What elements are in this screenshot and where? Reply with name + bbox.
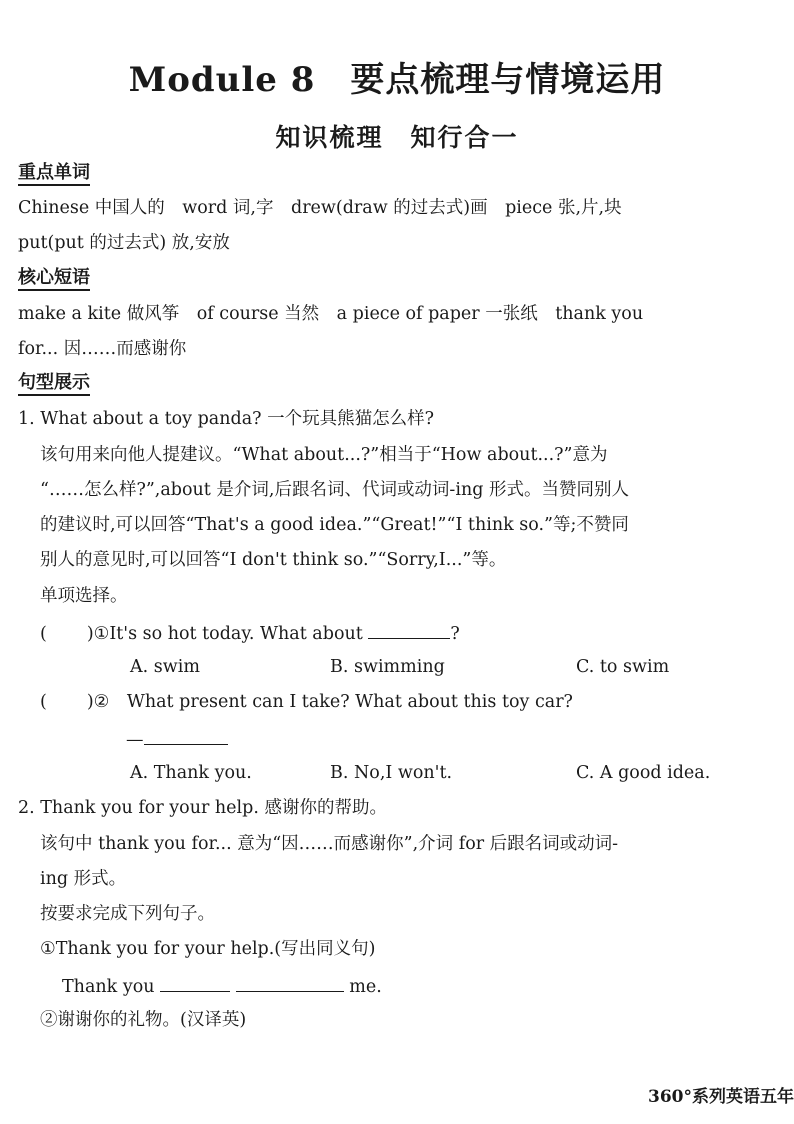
answer-start: Thank you bbox=[62, 977, 155, 997]
item-2-heading: 2. Thank you for your help. 感谢你的帮助。 bbox=[18, 798, 387, 818]
answer-blank-1[interactable] bbox=[160, 973, 230, 992]
question-1-text: ①It's so hot today. What about bbox=[93, 624, 363, 644]
key-words-line-2: put(put 的过去式) 放,安放 bbox=[18, 233, 230, 253]
item-1-explanation-2: “……怎么样?”,about 是介词,后跟名词、代词或动词-ing 形式。当赞同别人 bbox=[40, 480, 629, 500]
key-words-heading: 重点单词 bbox=[18, 162, 90, 186]
answer-paren-open: ( bbox=[40, 692, 47, 712]
question-2-option-c[interactable]: C. A good idea. bbox=[576, 763, 711, 783]
question-1-end: ? bbox=[450, 624, 460, 644]
answer-paren-close: ) bbox=[86, 624, 94, 644]
item-2-sentence-1: ①Thank you for your help.(写出同义句) bbox=[40, 939, 376, 959]
question-2-text: ② What present can I take? What about this toy car? bbox=[93, 692, 573, 712]
page-title: Module 8 要点梳理与情境运用 bbox=[128, 60, 666, 100]
sentence-patterns-heading: 句型展示 bbox=[18, 372, 90, 396]
item-1-explanation-1: 该句用来向他人提建议。“What about...?”相当于“How about...?”意为 bbox=[40, 445, 608, 465]
answer-blank-2[interactable] bbox=[236, 973, 344, 992]
answer-paren-close: ) bbox=[86, 692, 94, 712]
question-2-blank[interactable] bbox=[144, 726, 228, 745]
question-1-option-b[interactable]: B. swimming bbox=[330, 657, 445, 677]
question-2-response bbox=[126, 726, 228, 752]
item-1-heading: 1. What about a toy panda? 一个玩具熊猫怎么样? bbox=[18, 409, 434, 429]
item-1-explanation-3: 的建议时,可以回答“That's a good idea.”“Great!”“I think so.”等;不赞同 bbox=[40, 515, 629, 535]
question-1-option-c[interactable]: C. to swim bbox=[576, 657, 670, 677]
core-phrases-line-2: for... 因……而感谢你 bbox=[18, 339, 187, 359]
core-phrases-heading: 核心短语 bbox=[18, 267, 90, 291]
key-words-line-1: Chinese 中国人的 word 词,字 drew(draw 的过去式)画 piece 张,片,块 bbox=[18, 198, 622, 218]
core-phrases-line-1: make a kite 做风筝 of course 当然 a piece of paper 一张纸 thank you bbox=[18, 304, 644, 324]
question-2 bbox=[40, 690, 573, 714]
item-2-explanation-2: ing 形式。 bbox=[40, 869, 127, 889]
section-subtitle: 知识梳理 知行合一 bbox=[275, 123, 519, 152]
question-2-option-b[interactable]: B. No,I won't. bbox=[330, 763, 453, 783]
series-footer: 360°系列英语五年 bbox=[648, 1087, 794, 1107]
item-2-sentence-1-answer bbox=[62, 973, 382, 999]
dash: — bbox=[126, 730, 144, 750]
question-2-option-a[interactable]: A. Thank you. bbox=[130, 763, 252, 783]
question-1 bbox=[40, 620, 460, 646]
item-2-explanation-1: 该句中 thank you for... 意为“因……而感谢你”,介词 for 后跟名词或动词- bbox=[40, 834, 619, 854]
question-1-option-a[interactable]: A. swim bbox=[130, 657, 200, 677]
answer-paren-open: ( bbox=[40, 624, 47, 644]
answer-end: me. bbox=[349, 977, 382, 997]
item-2-task: 按要求完成下列句子。 bbox=[40, 904, 215, 924]
item-1-task: 单项选择。 bbox=[40, 586, 128, 606]
item-1-explanation-4: 别人的意见时,可以回答“I don't think so.”“Sorry,I...”等。 bbox=[40, 550, 507, 570]
question-1-blank[interactable] bbox=[368, 620, 450, 639]
item-2-sentence-2: ②谢谢你的礼物。(汉译英) bbox=[40, 1010, 247, 1030]
